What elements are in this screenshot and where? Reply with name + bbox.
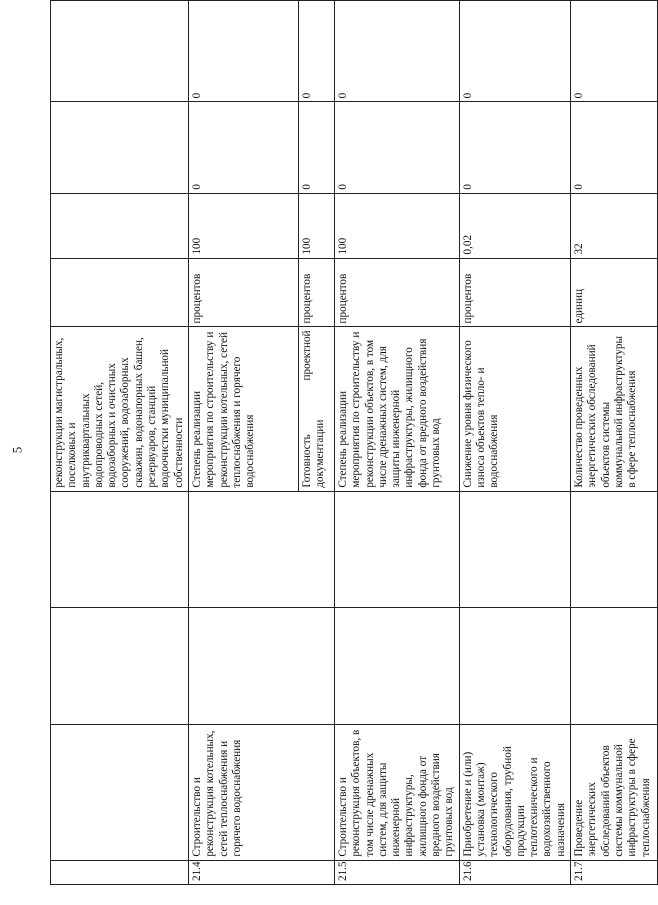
empty-cell <box>334 608 459 725</box>
empty-cell <box>571 491 658 608</box>
unit-cell: процентов <box>298 258 334 327</box>
event-cell: Строительство и реконструкция объектов, в том числе дренажных систем, для защиты инженерной инфраструктуры, жилищного фонда от вредного воздействия грунтовых вод <box>334 724 459 860</box>
indicators-table <box>50 0 658 885</box>
value-cell: 0 <box>334 1 459 102</box>
empty-cell <box>459 491 570 608</box>
row-number: 21.7 <box>571 860 658 884</box>
unit-cell: единиц <box>571 258 658 327</box>
empty-cell <box>188 491 334 608</box>
row-number: 21.5 <box>334 860 459 884</box>
empty-cell <box>334 491 459 608</box>
value-cell: 0 <box>571 1 658 102</box>
empty-cell <box>459 608 570 725</box>
indicator-cell: Количество проведенных энергетических обследований объектов системы коммунальной инфраструктуры в сфере теплоснабжения <box>571 327 658 491</box>
indicator-cell: Степень реализации мероприятия по строительству и реконструкции объектов, в том числе дренажных систем, для защиты инженерной инфраструктуры, жилищного фонда от вредного воздействия грунтовых вод <box>334 327 459 491</box>
document-sheet <box>50 0 652 885</box>
value-cell <box>51 102 189 193</box>
value-cell: 100 <box>334 193 459 258</box>
table-row <box>459 1 570 885</box>
row-number <box>51 860 189 884</box>
value-cell: 0 <box>459 1 570 102</box>
value-cell: 0 <box>188 102 298 193</box>
unit-cell: процентов <box>459 258 570 327</box>
indicator-cell: Степень реализации мероприятия по строительству и реконструкции котельных, сетей теплоснабжения и горячего водоснабжения <box>188 327 298 491</box>
value-cell: 0 <box>459 102 570 193</box>
empty-cell <box>188 608 334 725</box>
value-cell: 0 <box>571 102 658 193</box>
page-number: 5 <box>9 446 25 454</box>
indicator-cell: реконструкции магистральных, поселковых и внутриквартальных водопроводных сетей, водозаборных и очистных сооружений, водозаборных скважин, водонапорных башен, резервуаров, станций водоочистки муниципальной собственности <box>51 327 189 491</box>
value-cell: 0 <box>188 1 298 102</box>
table-row <box>51 1 189 885</box>
value-cell <box>51 193 189 258</box>
value-cell: 0 <box>334 102 459 193</box>
value-cell: 0 <box>298 1 334 102</box>
table-row <box>571 1 658 885</box>
row-number: 21.4 <box>188 860 334 884</box>
event-cell <box>51 724 189 860</box>
value-cell: 32 <box>571 193 658 258</box>
unit-cell: процентов <box>188 258 298 327</box>
value-cell: 0,02 <box>459 193 570 258</box>
event-cell: Строительство и реконструкция котельных, сетей теплоснабжения и горячего водоснабжения <box>188 724 334 860</box>
table-row <box>334 1 459 885</box>
event-cell: Проведение энергетических обследований объектов системы коммунальной инфраструктуры в сфере теплоснабжения <box>571 724 658 860</box>
unit-cell <box>51 258 189 327</box>
value-cell: 0 <box>298 102 334 193</box>
indicator-cell: Готовность проектной документации <box>298 327 334 491</box>
empty-cell <box>51 608 189 725</box>
value-cell: 100 <box>188 193 298 258</box>
unit-cell: процентов <box>334 258 459 327</box>
value-cell <box>51 1 189 102</box>
indicator-cell: Снижение уровня физического износа объектов тепло- и водоснабжения <box>459 327 570 491</box>
event-cell: Приобретение и (или) установка (монтаж) технологического оборудования, трубной продукции теплотехнического и водохозяйственного назначения <box>459 724 570 860</box>
empty-cell <box>571 608 658 725</box>
row-number: 21.6 <box>459 860 570 884</box>
value-cell: 100 <box>298 193 334 258</box>
table-row <box>188 1 298 885</box>
empty-cell <box>51 491 189 608</box>
